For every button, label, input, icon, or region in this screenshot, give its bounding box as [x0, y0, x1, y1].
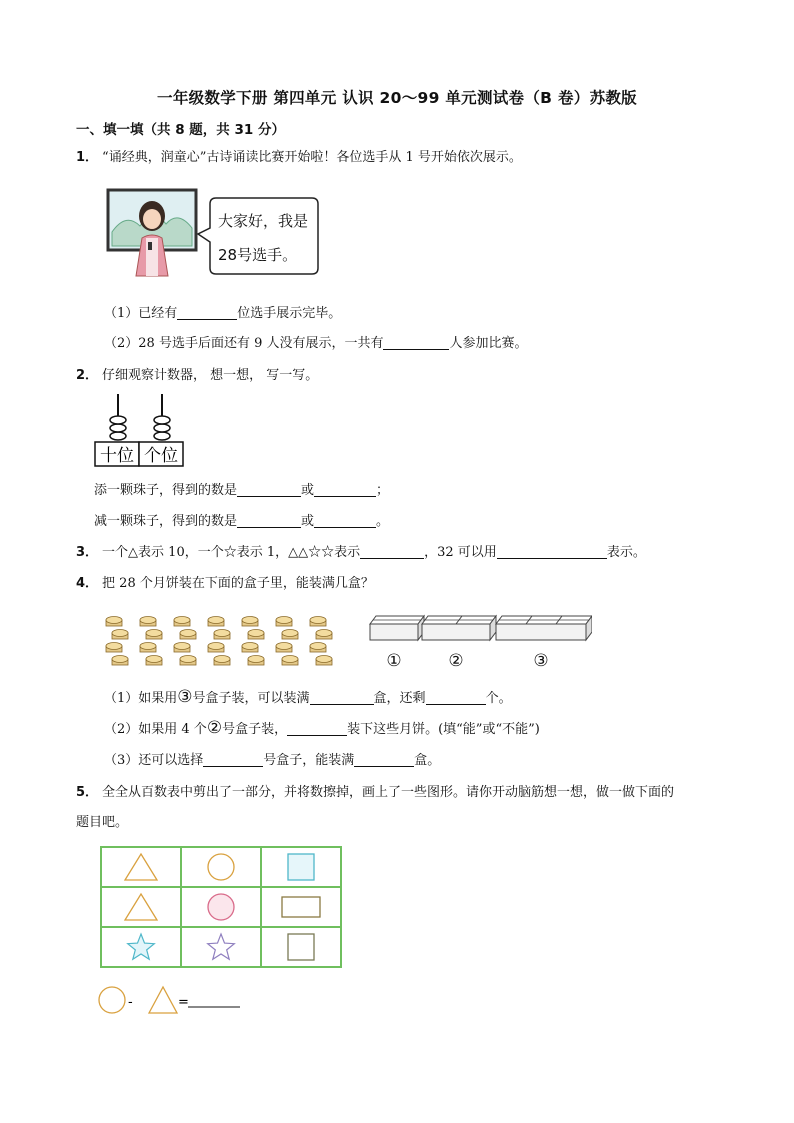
mooncake-box [422, 616, 496, 671]
speech-illustration [106, 188, 320, 280]
q1-sub1-post: 位选手展示完毕。 [237, 306, 342, 321]
q4-sub3-mid: 号盒子，能装满 [263, 753, 355, 768]
question-number: 2． [76, 368, 99, 383]
question-2 [76, 364, 318, 383]
q2-line2 [94, 510, 389, 529]
answer-blank[interactable] [310, 690, 374, 705]
question-5-line2: 题目吧。 [76, 815, 129, 830]
page-title: 一年级数学下册 第四单元 认识 20～99 单元测试卷（B 卷）苏教版 [157, 89, 637, 107]
q1-sub2-post: 人参加比赛。 [449, 336, 528, 351]
mooncake-box [370, 616, 424, 671]
mooncake [180, 656, 196, 666]
q4-sub2-mid: 号盒子装， [222, 722, 288, 737]
q2-line1-pre: 添一颗珠子，得到的数是 [94, 483, 238, 498]
mooncake [316, 656, 332, 666]
equals-sign: = [178, 995, 189, 1010]
minus-sign: - [128, 995, 133, 1010]
q2-line2-pre: 减一颗珠子，得到的数是 [94, 514, 238, 529]
bead [110, 424, 126, 432]
q3-text-post: 表示。 [606, 545, 646, 560]
q3-text-pre: 一个△表示 10，一个☆表示 1，△△☆☆表示 [102, 545, 361, 560]
q2-line1-post: ； [376, 483, 390, 498]
circle-icon [208, 854, 234, 880]
bead [154, 424, 170, 432]
answer-blank[interactable] [314, 482, 376, 497]
q2-line1-mid: 或 [301, 483, 315, 498]
mooncake [208, 643, 224, 653]
mooncakes-illustration [104, 610, 354, 670]
circled-number: ③ [177, 687, 193, 707]
answer-blank[interactable] [237, 482, 301, 497]
answer-blank[interactable] [314, 513, 376, 528]
rectangle-icon [282, 897, 320, 917]
q4-sub2 [104, 718, 540, 738]
q4-sub1-mid: 号盒子装，可以装满 [192, 691, 310, 706]
speech-line-1: 大家好，我是 [218, 212, 309, 230]
box-label: ② [448, 651, 464, 671]
mooncake [106, 617, 122, 627]
answer-blank[interactable] [354, 752, 414, 767]
q4-sub3 [104, 749, 440, 768]
answer-blank[interactable] [426, 690, 486, 705]
mooncake [112, 656, 128, 666]
question-text: “诵经典，润童心”古诗诵读比赛开始啦！各位选手从 1 号开始依次展示。 [102, 150, 522, 165]
mooncake [140, 617, 156, 627]
q2-line1 [94, 479, 389, 498]
answer-blank[interactable] [177, 305, 237, 320]
circle-icon [208, 894, 234, 920]
q4-sub1-post: 个。 [485, 691, 512, 706]
box-label: ① [386, 651, 402, 671]
tens-beads [110, 416, 126, 440]
q1-sub2 [104, 332, 528, 351]
q1-sub1-pre: （1）已经有 [104, 306, 178, 321]
q4-sub1 [104, 687, 512, 707]
question-number: 5． [76, 785, 99, 800]
speech-line-2: 28号选手。 [218, 246, 298, 264]
answer-blank[interactable] [237, 513, 301, 528]
bead [110, 416, 126, 424]
answer-blank[interactable] [203, 752, 263, 767]
mooncake [276, 617, 292, 627]
q4-sub2-post: 装下这些月饼。(填“能”或“不能”) [347, 722, 540, 737]
question-number: 4． [76, 576, 99, 591]
q3-text-mid: ，32 可以用 [424, 545, 497, 560]
mooncake [248, 630, 264, 640]
mooncake [146, 630, 162, 640]
answer-blank[interactable] [383, 335, 449, 350]
mooncake-box [496, 616, 592, 671]
ones-beads [154, 416, 170, 440]
mooncake [248, 656, 264, 666]
mooncake [282, 656, 298, 666]
label-ones: 个位 [144, 446, 178, 466]
mooncake [282, 630, 298, 640]
mooncake [146, 656, 162, 666]
q4-sub2-pre: （2）如果用 4 个 [104, 722, 207, 737]
mooncake [174, 643, 190, 653]
question-3 [76, 541, 646, 560]
bead [154, 416, 170, 424]
question-1 [76, 146, 522, 165]
mooncake [242, 643, 258, 653]
mooncake [214, 630, 230, 640]
question-4 [76, 572, 374, 591]
mooncake [106, 643, 122, 653]
q2-line2-mid: 或 [301, 514, 315, 529]
mooncake [180, 630, 196, 640]
question-text: 把 28 个月饼装在下面的盒子里，能装满几盒？ [102, 576, 374, 591]
mooncake [140, 643, 156, 653]
question-number: 1． [76, 150, 99, 165]
mooncake [310, 643, 326, 653]
q1-sub2-pre: （2）28 号选手后面还有 9 人没有展示，一共有 [104, 336, 384, 351]
mooncake [310, 617, 326, 627]
section-heading: 一、填一填（共 8 题，共 31 分） [76, 122, 285, 138]
box-label: ③ [533, 651, 549, 671]
q4-sub1-mid2: 盒，还剩 [373, 691, 426, 706]
bead [154, 432, 170, 440]
answer-blank[interactable] [497, 544, 607, 559]
square-icon [288, 854, 314, 880]
abacus-counter [92, 390, 188, 468]
square-icon [288, 934, 314, 960]
label-tens: 十位 [100, 446, 134, 466]
bead [110, 432, 126, 440]
equation-row [96, 984, 256, 1018]
mooncake [242, 617, 258, 627]
q1-sub1 [104, 302, 341, 321]
mooncake [214, 656, 230, 666]
triangle-icon [149, 987, 177, 1013]
question-number: 3． [76, 545, 99, 560]
q4-sub3-post: 盒。 [414, 753, 441, 768]
mooncake [316, 630, 332, 640]
mooncake [276, 643, 292, 653]
question-text: 仔细观察计数器， 想一想， 写一写。 [102, 368, 319, 383]
q2-line2-post: 。 [376, 514, 390, 529]
circle-icon [99, 987, 125, 1013]
mooncake [174, 617, 190, 627]
mooncake [208, 617, 224, 627]
mooncake [112, 630, 128, 640]
question-5 [76, 781, 674, 800]
q4-sub1-pre: （1）如果用 [104, 691, 178, 706]
answer-blank[interactable] [360, 544, 424, 559]
boxes-illustration [366, 614, 592, 672]
q4-sub3-pre: （3）还可以选择 [104, 753, 204, 768]
hundred-chart-fragment [100, 846, 342, 970]
circled-number: ② [206, 718, 223, 738]
question-text-line1: 全全从百数表中剪出了一部分，并将数擦掉，画上了一些图形。请你开动脑筋想一想，做一做下面的 [102, 785, 675, 800]
answer-blank[interactable] [287, 721, 347, 736]
